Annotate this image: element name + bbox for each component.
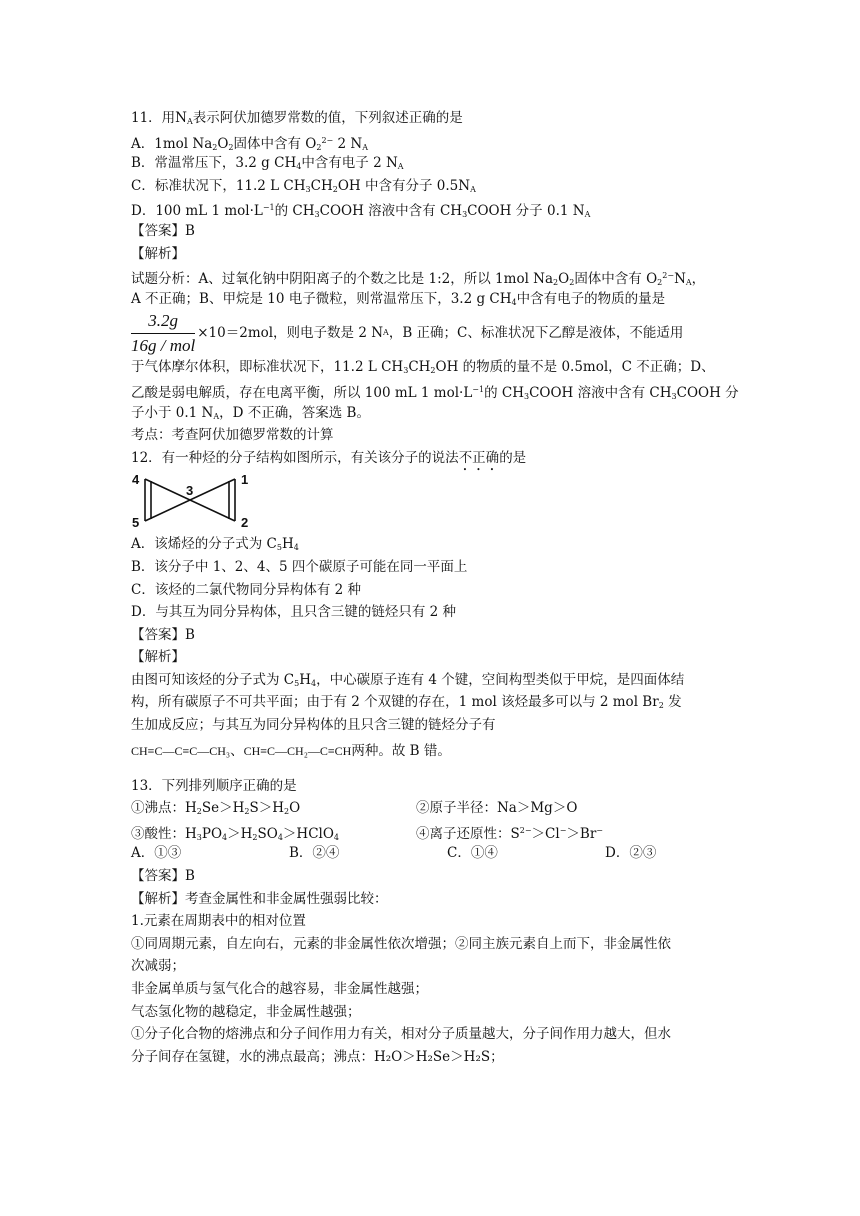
q12-analysis-line-1: 由图可知该烃的分子式为 $C_5H_4$，中心碳原子连有 4 个键，空间构型类似于甲烷，是四面体结 <box>131 671 685 688</box>
q11-option-a: A．1mol $Na_2O_2$固体中含有 $O_2^{2-}$ 2 $N_A$ <box>131 135 369 152</box>
q13-analysis: 【解析】考查金属性和非金属性强弱比较： <box>131 890 388 907</box>
q12-analysis-heading: 【解析】 <box>131 649 185 666</box>
q11-analysis-fraction-line: $\frac{3.2g}{\text{16g / mol}}$ ×10＝2mol，则电子数是 2 N A ，B 正确；C、标准状况下乙醇是液体，不能适用 <box>131 310 684 355</box>
q11-analysis-line-2: A 不正确；B、甲烷是 10 电子微粒，则常温常压下，3.2 g $CH_4$中含有电子的物质的量是 <box>131 290 666 307</box>
q12-stem: 12．有一种烃的分子结构如图所示，有关该分子的说法不正确的是 <box>131 449 527 466</box>
q12-analysis-line-3: 生加成反应；与其互为同分异构体的且只含三键的链烃分子有 <box>131 717 496 734</box>
q13-line-7: 分子间存在氢键，水的沸点最高；沸点：H₂O＞H₂Se＞H₂S； <box>131 1048 504 1065</box>
q11-analysis-heading: 【解析】 <box>131 245 185 262</box>
mass-over-molar-mass-fraction: $\frac{3.2g}{\text{16g / mol}}$ <box>131 310 196 355</box>
q13-choice-d: D．②③ <box>605 845 657 862</box>
q13-line-3: 次减弱； <box>131 958 185 975</box>
q13-line-1: 1.元素在周期表中的相对位置 <box>131 913 306 930</box>
q13-line-4: 非金属单质与氢气化合的越容易，非金属性越强； <box>131 981 428 997</box>
q12-analysis-line-2: 构，所有碳原子不可共平面；由于有 2 个双键的存在，1 mol 该烃最多可以与 2 mol $Br_2$ 发 <box>131 694 682 711</box>
q11-analysis-line-5: 乙酸是弱电解质，存在电离平衡，所以 100 mL 1 $mol\cdot L^{-1}$的 $CH_3COOH$ 溶液中含有 $CH_3COOH$ 分 <box>131 384 739 401</box>
q12-option-b: B．该分子中 1、2、4、5 四个碳原子可能在同一平面上 <box>131 558 468 575</box>
atom-label-4: 4 <box>132 472 140 488</box>
q12-option-a: A．该烯烃的分子式为 $C_5H_4$ <box>131 536 299 553</box>
q13-items-row-2: ③酸性：$H_3PO_4>H_2SO_4>HClO_4$ ④离子还原性：$S^{2-}>Cl^->Br^-$ <box>131 825 603 842</box>
q11-option-b: B．常温常压下，3.2 g $CH_4$中含有电子 2 $N_A$ <box>131 155 404 172</box>
q11-option-d: D．100 mL 1 $mol\cdot L^{-1}$的 $CH_3COOH$ 溶液中含有 $CH_3COOH$ 分子 0.1 $N_A$ <box>131 203 591 220</box>
emphasized-not-correct: 不正确 <box>458 449 500 466</box>
q12-answer: 【答案】B <box>131 626 195 643</box>
q13-choice-b: B．②④ <box>289 845 340 862</box>
q13-line-6: ①分子化合物的熔沸点和分子间作用力有关，相对分子质量越大，分子间作用力越大，但水 <box>131 1026 671 1043</box>
atom-label-1: 1 <box>241 472 249 488</box>
q13-choice-c: C．①④ <box>447 845 498 862</box>
q13-stem: 13．下列排列顺序正确的是 <box>131 777 297 794</box>
q13-choice-a: A．①③ <box>131 845 182 862</box>
q11-stem: 11．用$N_A$表示阿伏加德罗常数的值，下列叙述正确的是 <box>131 110 463 126</box>
q11-answer: 【答案】B <box>131 222 195 239</box>
spiropentadiene-structure <box>131 471 261 529</box>
atom-label-5: 5 <box>132 515 140 530</box>
q11-analysis-line-4: 于气体摩尔体积，即标准状况下，11.2 L $CH_3CH_2OH$ 的物质的量不是 0.5mol，C 不正确；D、 <box>131 359 715 376</box>
q12-option-d: D．与其互为同分异构体，且只含三键的链烃只有 2 种 <box>131 604 456 621</box>
q13-items-row-1: ①沸点：$H_2Se>H_2S>H_2O$ ②原子半径：Na＞Mg＞O <box>131 800 578 817</box>
atom-label-2: 2 <box>241 515 249 530</box>
q12-structure-figure <box>131 471 741 529</box>
atom-label-3: 3 <box>186 483 194 499</box>
q11-key-point: 考点：考查阿伏加德罗常数的计算 <box>131 427 334 444</box>
q11-analysis-line-1: 试题分析：A、过氧化钠中阴阳离子的个数之比是 1:2，所以 1mol $Na_2O_2$固体中含有 $O_2^{2-}N_A$， <box>131 271 706 288</box>
q11-analysis-line-6: 子小于 0.1 $N_A$，D 不正确，答案选 B。 <box>131 404 370 421</box>
isomer-formula-2: CH≡C—CH₂—C≡CH <box>243 744 352 759</box>
q13-choices <box>131 842 741 865</box>
document-body <box>131 107 741 1068</box>
q13-line-2: ①同周期元素，自左向右，元素的非金属性依次增强；②同主族元素自上而下，非金属性依 <box>131 935 671 952</box>
q11-option-c: C．标准状况下，11.2 L $CH_3CH_2OH$ 中含有分子 $0.5N_A$ <box>131 177 476 194</box>
isomer-formula-1: CH≡C—C≡C—CH₃ <box>131 744 231 759</box>
q12-option-c: C．该烃的二氯代物同分异构体有 2 种 <box>131 581 362 598</box>
q12-isomer-formulas: CH≡C—C≡C—CH₃ 、 CH≡C—CH₂—C≡CH 两种。故 B 错。 <box>131 737 741 767</box>
q13-line-5: 气态氢化物的越稳定，非金属性越强； <box>131 1003 361 1020</box>
q13-answer: 【答案】B <box>131 868 195 885</box>
